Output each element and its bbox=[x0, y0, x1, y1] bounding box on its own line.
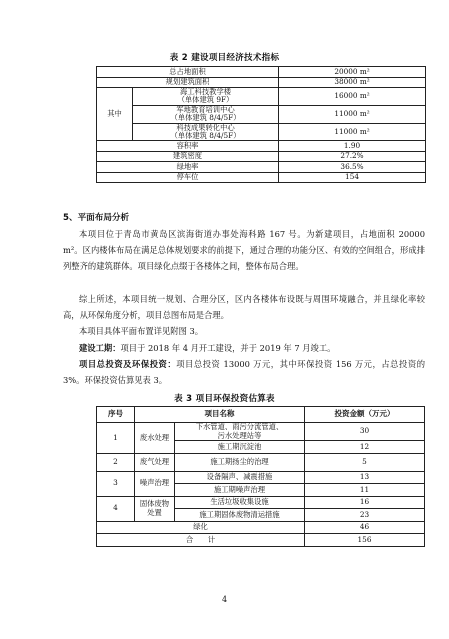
cell-label: 容积率 bbox=[97, 141, 279, 152]
cell-amount: 5 bbox=[305, 453, 425, 471]
cell-amount: 23 bbox=[305, 509, 425, 522]
table-total-row bbox=[97, 534, 425, 547]
cell-category: 固体废物 处置 bbox=[135, 496, 175, 521]
table2-caption: 表 2 建设项目经济技术指标 bbox=[169, 53, 280, 63]
table-row bbox=[97, 105, 426, 123]
table-row bbox=[97, 67, 426, 78]
table-row bbox=[97, 88, 426, 106]
section-heading: 5、平面布局分析 bbox=[63, 213, 130, 223]
cell-total-label: 合 计 bbox=[97, 534, 305, 547]
table-row bbox=[97, 162, 426, 173]
schedule-label: 建设工期： bbox=[79, 343, 121, 353]
cell-value: 11000 m² bbox=[279, 105, 426, 123]
cell-item: 生活垃圾收集设施 bbox=[175, 496, 305, 509]
cell-label: 建筑密度 bbox=[97, 151, 279, 162]
cell-item: 下水管道、雨污分流管道、 污水处理站等 bbox=[175, 423, 305, 441]
cell-item: 施工期固体废物清运措施 bbox=[175, 509, 305, 522]
cell-total-amount: 156 bbox=[305, 534, 425, 547]
cell-category: 噪声治理 bbox=[135, 471, 175, 496]
cell-among: 其中 bbox=[97, 88, 133, 141]
cell-value: 11000 m² bbox=[279, 123, 426, 141]
cell-value: 38000 m² bbox=[279, 77, 426, 88]
cell-value: 154 bbox=[279, 172, 426, 183]
table-row bbox=[97, 453, 425, 471]
cell-amount: 11 bbox=[305, 484, 425, 497]
cell-item: 施工期沉淀池 bbox=[175, 441, 305, 454]
cell-item: 设备隔声、减震措施 bbox=[175, 471, 305, 484]
cell-amount: 46 bbox=[305, 521, 425, 534]
cell-item: 施工期噪声治理 bbox=[175, 484, 305, 497]
paragraph-layout-ref: 本项目具体平面布置详见附图 3。 bbox=[79, 326, 204, 336]
schedule-text: 项目于 2018 年 4 月开工建设，并于 2019 年 7 月竣工。 bbox=[120, 343, 336, 353]
cell-label: 军地教育培训中心 （单体建筑 8/4/5F） bbox=[133, 105, 279, 123]
table-row bbox=[97, 77, 426, 88]
cell-value: 36.5% bbox=[279, 162, 426, 173]
investment-text: 项目总投资 13000 万元，其中环保投资 156 万元，占总投资的 3%。环保投资估算见表 3。 bbox=[63, 359, 425, 386]
cell-label: 停车位 bbox=[97, 172, 279, 183]
table-row bbox=[97, 172, 426, 183]
economic-indicators-table bbox=[96, 66, 426, 183]
cell-value: 27.2% bbox=[279, 151, 426, 162]
paragraph-location: 本项目位于青岛市黄岛区滨海街道办事处海科路 167 号。为新建项目，占地面积 20000 m²。区内楼体布局在满足总体规划要求的前提下，通过合理的功能分区、有效的空间组合，形成排列整齐的建筑群体。项目绿化点缀于各楼体之间，整体布局合理。 bbox=[63, 229, 425, 272]
table-row bbox=[97, 151, 426, 162]
cell-amount: 16 bbox=[305, 496, 425, 509]
cell-category: 废水处理 bbox=[135, 423, 175, 454]
table3-caption: 表 3 项目环保投资估算表 bbox=[174, 394, 275, 404]
header-name: 项目名称 bbox=[135, 407, 305, 423]
cell-label: 规划建筑面积 bbox=[97, 77, 279, 88]
paragraph-schedule bbox=[63, 340, 425, 356]
paragraph-summary: 综上所述，本项目统一规划、合理分区，区内各楼体布设既与周围环境融合，并且绿化率较高，从环保角度分析，项目总图布局是合理。 bbox=[63, 294, 425, 321]
cell-amount: 30 bbox=[305, 423, 425, 441]
cell-value: 16000 m² bbox=[279, 88, 426, 106]
environmental-investment-table bbox=[96, 406, 425, 547]
cell-amount: 13 bbox=[305, 471, 425, 484]
investment-label: 项目总投资及环保投资： bbox=[79, 359, 177, 369]
cell-amount: 12 bbox=[305, 441, 425, 454]
cell-no: 1 bbox=[97, 423, 135, 454]
cell-label: 科技成果转化中心 （单体建筑 8/4/5F） bbox=[133, 123, 279, 141]
table-header-row bbox=[97, 407, 425, 423]
cell-category: 废气处理 bbox=[135, 453, 175, 471]
cell-value: 20000 m² bbox=[279, 67, 426, 78]
header-amount: 投资金额（万元） bbox=[305, 407, 425, 423]
cell-no: 2 bbox=[97, 453, 135, 471]
cell-item: 施工期扬尘的治理 bbox=[175, 453, 305, 471]
page-number: 4 bbox=[221, 595, 228, 604]
cell-value: 1.90 bbox=[279, 141, 426, 152]
table-row bbox=[97, 141, 426, 152]
table-row bbox=[97, 521, 425, 534]
cell-greening-label: 绿化 bbox=[97, 521, 305, 534]
cell-no: 3 bbox=[97, 471, 135, 496]
cell-label: 总占地面积 bbox=[97, 67, 279, 78]
table-row bbox=[97, 471, 425, 484]
table-row bbox=[97, 123, 426, 141]
table-row bbox=[97, 496, 425, 509]
cell-label: 海工科技教学楼 （单体建筑 9F） bbox=[133, 88, 279, 106]
table-row bbox=[97, 423, 425, 441]
cell-label: 绿地率 bbox=[97, 162, 279, 173]
paragraph-investment bbox=[63, 356, 425, 388]
cell-no: 4 bbox=[97, 496, 135, 521]
header-no: 序号 bbox=[97, 407, 135, 423]
